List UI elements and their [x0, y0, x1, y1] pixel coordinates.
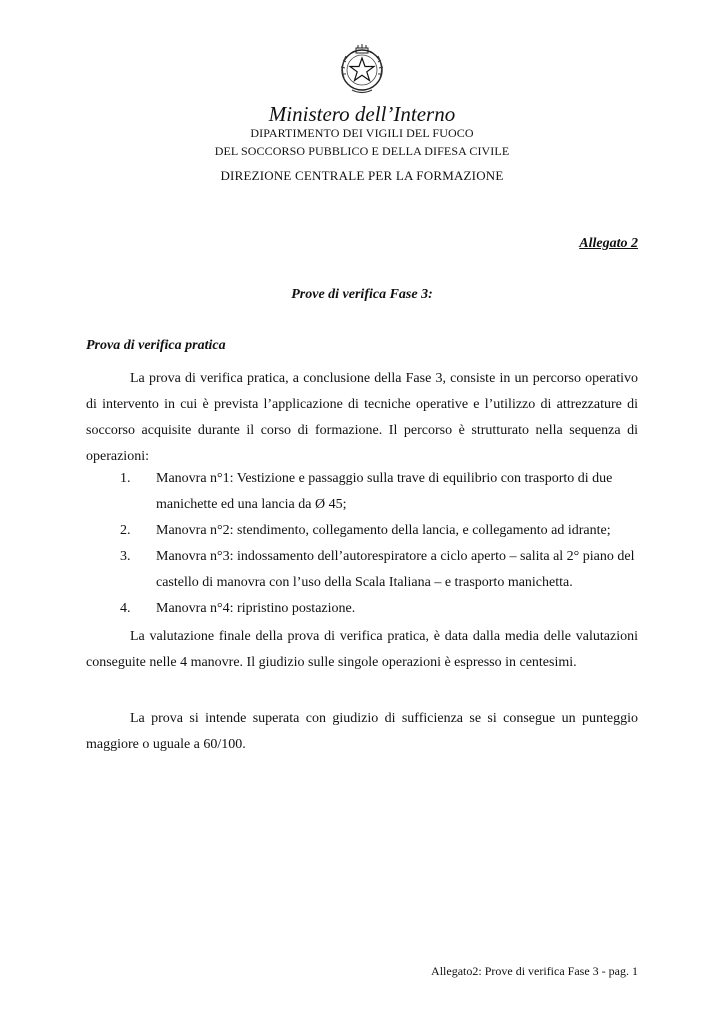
document-title: Prove di verifica Fase 3:: [291, 287, 433, 302]
list-item-number: 4.: [120, 601, 131, 616]
list-item-number: 2.: [120, 523, 131, 538]
operations-list: [86, 466, 638, 622]
ministry-name: Ministero dell’Interno: [268, 102, 456, 126]
list-item-number: 3.: [120, 549, 131, 564]
page-footer: Allegato2: Prove di verifica Fase 3 - pag. 1: [431, 964, 638, 978]
list-item: [86, 596, 638, 622]
list-item-text: Manovra n°2: stendimento, collegamento della lancia, e collegamento ad idrante;: [156, 523, 611, 538]
list-item-text: Manovra n°1: Vestizione e passaggio sulla trave di equilibrio con trasporto di due manichette ed una lancia da Ø 45;: [156, 471, 613, 512]
pass-criteria-paragraph: [86, 706, 638, 758]
evaluation-paragraph: [86, 624, 638, 676]
list-item-number: 1.: [120, 471, 131, 486]
list-item: [86, 518, 638, 544]
direction-name: DIREZIONE CENTRALE PER LA FORMAZIONE: [220, 168, 504, 183]
intro-paragraph: [86, 366, 638, 470]
evaluation-paragraph-text: La valutazione finale della prova di verifica pratica, è data dalla media delle valutazioni conseguite nelle 4 manovre. Il giudizio sulle singole operazioni è espresso in centesimi.: [86, 629, 638, 670]
italian-republic-emblem-icon: [334, 40, 390, 96]
list-item-text: Manovra n°3: indossamento dell’autorespiratore a ciclo aperto – salita al 2° piano del castello di manovra con l’uso della Scala Italiana – e trasporto manichetta.: [156, 549, 635, 590]
list-item: [86, 466, 638, 518]
section-title: Prova di verifica pratica: [86, 338, 226, 353]
list-item: [86, 544, 638, 596]
intro-paragraph-text: La prova di verifica pratica, a conclusione della Fase 3, consiste in un percorso operativo di intervento in cui è prevista l’applicazione di tecniche operative e l’utilizzo di attrezzature di soccorso acquisite durante il corso di formazione. Il percorso è strutturato nella sequenza di operazioni:: [86, 371, 638, 464]
pass-criteria-paragraph-text: La prova si intende superata con giudizio di sufficienza se si consegue un punteggio maggiore o uguale a 60/100.: [86, 711, 638, 752]
department-line-2: DEL SOCCORSO PUBBLICO E DELLA DIFESA CIVILE: [214, 144, 510, 158]
annex-label: Allegato 2: [579, 236, 638, 251]
list-item-text: Manovra n°4: ripristino postazione.: [156, 601, 356, 616]
department-line-1: DIPARTIMENTO DEI VIGILI DEL FUOCO: [250, 126, 474, 140]
